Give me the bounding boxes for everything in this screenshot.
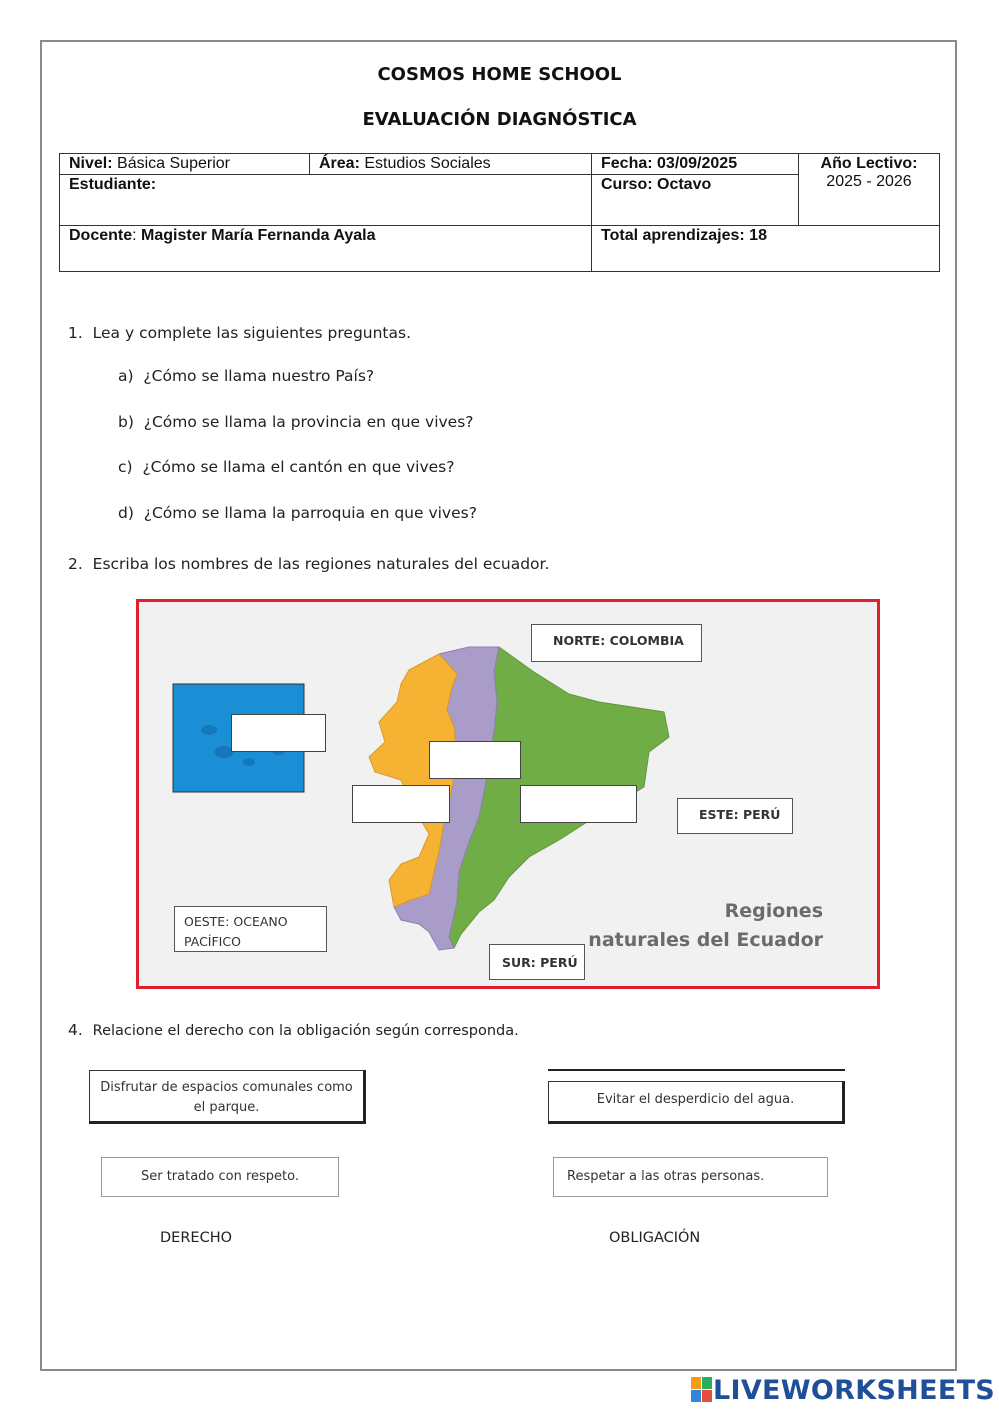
label-oeste: OESTE: OCEANO PACÍFICO: [174, 906, 327, 952]
question-1d: d) ¿Cómo se llama la parroquia en que vives?: [118, 504, 477, 522]
card-disfrutar[interactable]: Disfrutar de espacios comunales como el parque.: [89, 1070, 366, 1124]
anio-cell: Año Lectivo: 2025 - 2026: [799, 154, 940, 226]
card-evitar[interactable]: Evitar el desperdicio del agua.: [548, 1081, 845, 1124]
fecha-cell: Fecha: 03/09/2025: [592, 154, 799, 175]
estudiante-cell[interactable]: Estudiante:: [60, 175, 592, 226]
area-cell: Área: Estudios Sociales: [310, 154, 592, 175]
liveworksheets-logo: [691, 1374, 995, 1406]
nivel-cell: Nivel: Básica Superior: [60, 154, 310, 175]
answer-box-costa[interactable]: [352, 785, 450, 823]
question-1b: b) ¿Cómo se llama la provincia en que vives?: [118, 413, 474, 431]
answer-box-galapagos[interactable]: [231, 714, 326, 752]
answer-box-amazonia[interactable]: [520, 785, 637, 823]
question-1c: c) ¿Cómo se llama el cantón en que vives?: [118, 458, 455, 476]
map-title-line2: naturales del Ecuador: [588, 929, 823, 951]
obligacion-label: OBLIGACIÓN: [609, 1230, 701, 1246]
card-respetar[interactable]: Respetar a las otras personas.: [553, 1157, 828, 1197]
question-4: 4. Relacione el derecho con la obligación según corresponda.: [68, 1021, 519, 1039]
divider-line: [548, 1069, 845, 1071]
answer-box-sierra[interactable]: [429, 741, 521, 779]
card-ser-tratado[interactable]: Ser tratado con respeto.: [101, 1157, 339, 1197]
school-name: COSMOS HOME SCHOOL: [377, 64, 622, 85]
curso-cell: Curso: Octavo: [592, 175, 799, 226]
ecuador-map: [136, 599, 880, 989]
docente-cell: Docente: Magister María Fernanda Ayala: [60, 226, 592, 272]
map-title-line1: Regiones: [724, 900, 823, 922]
label-sur: SUR: PERÚ: [489, 944, 585, 980]
liveworksheets-icon: [691, 1377, 713, 1403]
question-2: 2. Escriba los nombres de las regiones naturales del ecuador.: [68, 555, 550, 573]
question-1a: a) ¿Cómo se llama nuestro País?: [118, 367, 375, 385]
info-table: [59, 153, 940, 272]
label-norte: NORTE: COLOMBIA: [531, 624, 702, 662]
exam-title: EVALUACIÓN DIAGNÓSTICA: [362, 109, 637, 130]
total-cell: Total aprendizajes: 18: [592, 226, 940, 272]
derecho-label: DERECHO: [160, 1230, 233, 1246]
question-1: 1. Lea y complete las siguientes preguntas.: [68, 324, 412, 342]
label-este: ESTE: PERÚ: [677, 798, 793, 834]
liveworksheets-wordmark: LIVEWORKSHEETS: [713, 1374, 996, 1406]
